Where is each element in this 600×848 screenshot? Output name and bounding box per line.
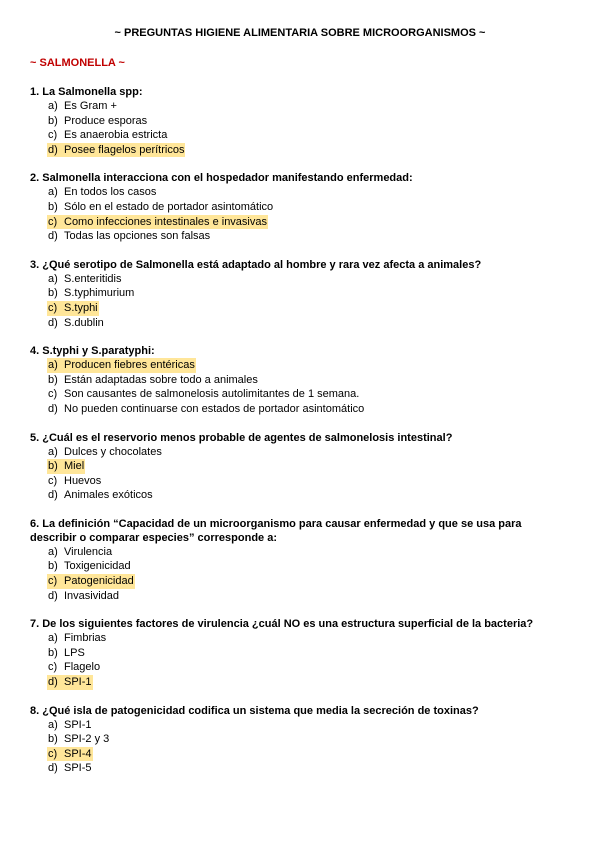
answer-option bbox=[47, 143, 600, 158]
answer-option bbox=[47, 488, 600, 503]
option-letter: a) bbox=[48, 545, 58, 558]
question-text: 8. ¿Qué isla de patogenicidad codifica un sistema que media la secreción de toxinas? bbox=[30, 704, 479, 717]
option-letter: b) bbox=[48, 560, 58, 573]
question-text: 6. La definición “Capacidad de un microorganismo para causar enfermedad y que se usa para describir o comparar especies” corresponde a: bbox=[30, 517, 522, 544]
option-text: SPI-5 bbox=[64, 762, 92, 775]
answer-option-content bbox=[47, 229, 211, 244]
answer-options bbox=[30, 545, 600, 603]
question-text: 2. Salmonella interacciona con el hospedador manifestando enfermedad: bbox=[30, 172, 413, 185]
correct-answer-highlight bbox=[47, 358, 196, 373]
question-text: 3. ¿Qué serotipo de Salmonella está adaptado al hombre y rara vez afecta a animales? bbox=[30, 258, 482, 271]
option-letter: d) bbox=[48, 402, 58, 415]
answer-option bbox=[47, 574, 600, 589]
answer-options bbox=[30, 445, 600, 503]
option-text: Sólo en el estado de portador asintomático bbox=[64, 200, 274, 213]
question-6 bbox=[30, 517, 600, 603]
answer-option-content bbox=[47, 488, 154, 503]
option-text: SPI-1 bbox=[64, 676, 92, 689]
option-text: Patogenicidad bbox=[64, 575, 134, 588]
option-text: Huevos bbox=[64, 474, 102, 487]
answer-options bbox=[30, 718, 600, 776]
option-letter: d) bbox=[48, 143, 58, 156]
answer-option-content bbox=[47, 445, 163, 460]
option-letter: d) bbox=[48, 489, 58, 502]
answer-option bbox=[47, 229, 600, 244]
option-letter: b) bbox=[48, 733, 58, 746]
option-letter: a) bbox=[48, 359, 58, 372]
correct-answer-highlight bbox=[47, 675, 93, 690]
option-letter: c) bbox=[48, 661, 58, 674]
option-letter: d) bbox=[48, 316, 58, 329]
answer-option bbox=[47, 646, 600, 661]
option-text: Todas las opciones son falsas bbox=[64, 230, 211, 243]
option-letter: a) bbox=[48, 186, 58, 199]
answer-option bbox=[47, 660, 600, 675]
answer-option bbox=[47, 316, 600, 331]
question-8 bbox=[30, 704, 600, 776]
option-letter: c) bbox=[48, 575, 58, 588]
correct-answer-highlight bbox=[47, 574, 135, 589]
answer-option bbox=[47, 286, 600, 301]
question-text: 5. ¿Cuál es el reservorio menos probable de agentes de salmonelosis intestinal? bbox=[30, 431, 453, 444]
section-title: ~ SALMONELLA ~ bbox=[30, 57, 125, 69]
option-text: SPI-4 bbox=[64, 747, 92, 760]
option-letter: d) bbox=[48, 589, 58, 602]
correct-answer-highlight bbox=[47, 215, 268, 230]
answer-option bbox=[47, 215, 600, 230]
option-letter: b) bbox=[48, 114, 58, 127]
option-text: S.typhimurium bbox=[64, 287, 135, 300]
option-letter: c) bbox=[48, 747, 58, 760]
option-text: Fimbrias bbox=[64, 632, 107, 645]
answer-option-content bbox=[47, 631, 107, 646]
option-text: LPS bbox=[64, 646, 85, 659]
option-text: Están adaptadas sobre todo a animales bbox=[64, 373, 258, 386]
option-letter: c) bbox=[48, 388, 58, 401]
option-letter: b) bbox=[48, 460, 58, 473]
option-letter: a) bbox=[48, 100, 58, 112]
option-text: SPI-2 y 3 bbox=[64, 733, 110, 746]
answer-option-content bbox=[47, 286, 135, 301]
answer-option-content bbox=[47, 646, 86, 661]
answer-options bbox=[30, 631, 600, 689]
answer-option-content bbox=[47, 114, 148, 129]
answer-option-content bbox=[47, 559, 132, 574]
option-letter: a) bbox=[48, 445, 58, 458]
answer-option-content bbox=[47, 316, 105, 331]
answer-option bbox=[47, 445, 600, 460]
question-3 bbox=[30, 258, 600, 330]
option-letter: b) bbox=[48, 646, 58, 659]
option-text: No pueden continuarse con estados de portador asintomático bbox=[64, 402, 365, 415]
document-title: ~ PREGUNTAS HIGIENE ALIMENTARIA SOBRE MICROORGANISMOS ~ bbox=[114, 27, 486, 39]
option-letter: a) bbox=[48, 632, 58, 645]
answer-option bbox=[47, 631, 600, 646]
correct-answer-highlight bbox=[47, 459, 85, 474]
answer-options bbox=[30, 99, 600, 157]
answer-option-content bbox=[47, 387, 360, 402]
option-letter: d) bbox=[48, 230, 58, 243]
option-letter: d) bbox=[48, 676, 58, 689]
option-text: Produce esporas bbox=[64, 114, 148, 127]
option-text: Dulces y chocolates bbox=[64, 445, 162, 458]
option-text: Virulencia bbox=[64, 545, 113, 558]
answer-option bbox=[47, 272, 600, 287]
option-letter: b) bbox=[48, 373, 58, 386]
answer-option-content bbox=[47, 718, 93, 733]
question-list bbox=[30, 85, 600, 776]
answer-option bbox=[47, 675, 600, 690]
option-text: Son causantes de salmonelosis autolimitantes de 1 semana. bbox=[64, 388, 360, 401]
answer-option bbox=[47, 301, 600, 316]
option-text: Posee flagelos perítricos bbox=[64, 143, 185, 156]
answer-option bbox=[47, 402, 600, 417]
option-text: S.typhi bbox=[64, 301, 98, 314]
option-text: Miel bbox=[64, 460, 85, 473]
option-letter: c) bbox=[48, 301, 58, 314]
answer-option-content bbox=[47, 99, 118, 114]
answer-option bbox=[47, 459, 600, 474]
option-text: Toxigenicidad bbox=[64, 560, 131, 573]
answer-options bbox=[30, 358, 600, 416]
answer-option bbox=[47, 99, 600, 114]
option-text: Como infecciones intestinales e invasivas bbox=[64, 215, 267, 228]
question-text: 7. De los siguientes factores de virulencia ¿cuál NO es una estructura superficial de la bacteria? bbox=[30, 618, 534, 631]
answer-option-content bbox=[47, 761, 93, 776]
answer-option bbox=[47, 128, 600, 143]
option-text: Es anaerobia estricta bbox=[64, 129, 168, 142]
answer-option-content bbox=[47, 660, 101, 675]
answer-option-content bbox=[47, 185, 157, 200]
question-7 bbox=[30, 617, 600, 689]
option-letter: d) bbox=[48, 762, 58, 775]
option-text: Es Gram + bbox=[64, 100, 117, 112]
answer-option bbox=[47, 761, 600, 776]
question-2 bbox=[30, 171, 600, 243]
option-text: Flagelo bbox=[64, 661, 101, 674]
option-text: Invasividad bbox=[64, 589, 120, 602]
answer-option-content bbox=[47, 732, 110, 747]
answer-option bbox=[47, 589, 600, 604]
answer-options bbox=[30, 185, 600, 243]
option-text: En todos los casos bbox=[64, 186, 157, 199]
option-text: SPI-1 bbox=[64, 718, 92, 731]
answer-option bbox=[47, 114, 600, 129]
answer-option bbox=[47, 732, 600, 747]
answer-option bbox=[47, 200, 600, 215]
question-text: 1. La Salmonella spp: bbox=[30, 86, 143, 98]
answer-option-content bbox=[47, 272, 122, 287]
answer-option bbox=[47, 387, 600, 402]
option-letter: c) bbox=[48, 474, 58, 487]
option-letter: a) bbox=[48, 718, 58, 731]
answer-options bbox=[30, 272, 600, 330]
correct-answer-highlight bbox=[47, 301, 99, 316]
question-5 bbox=[30, 431, 600, 503]
question-4 bbox=[30, 344, 600, 416]
option-text: Animales exóticos bbox=[64, 489, 153, 502]
answer-option-content bbox=[47, 474, 102, 489]
answer-option-content bbox=[47, 373, 259, 388]
question-text: 4. S.typhi y S.paratyphi: bbox=[30, 345, 155, 358]
answer-option bbox=[47, 358, 600, 373]
option-letter: a) bbox=[48, 272, 58, 285]
answer-option bbox=[47, 185, 600, 200]
option-letter: b) bbox=[48, 287, 58, 300]
option-text: S.enteritidis bbox=[64, 272, 122, 285]
answer-option bbox=[47, 474, 600, 489]
answer-option bbox=[47, 559, 600, 574]
answer-option-content bbox=[47, 589, 120, 604]
correct-answer-highlight bbox=[47, 747, 93, 762]
option-letter: b) bbox=[48, 200, 58, 213]
option-letter: c) bbox=[48, 129, 58, 142]
answer-option bbox=[47, 545, 600, 560]
correct-answer-highlight bbox=[47, 143, 185, 158]
answer-option bbox=[47, 747, 600, 762]
option-text: S.dublin bbox=[64, 316, 104, 329]
answer-option bbox=[47, 718, 600, 733]
answer-option-content bbox=[47, 200, 274, 215]
option-letter: c) bbox=[48, 215, 58, 228]
answer-option-content bbox=[47, 402, 365, 417]
question-1 bbox=[30, 85, 600, 157]
option-text: Producen fiebres entéricas bbox=[64, 359, 195, 372]
answer-option-content bbox=[47, 128, 168, 143]
answer-option-content bbox=[47, 545, 113, 560]
answer-option bbox=[47, 373, 600, 388]
